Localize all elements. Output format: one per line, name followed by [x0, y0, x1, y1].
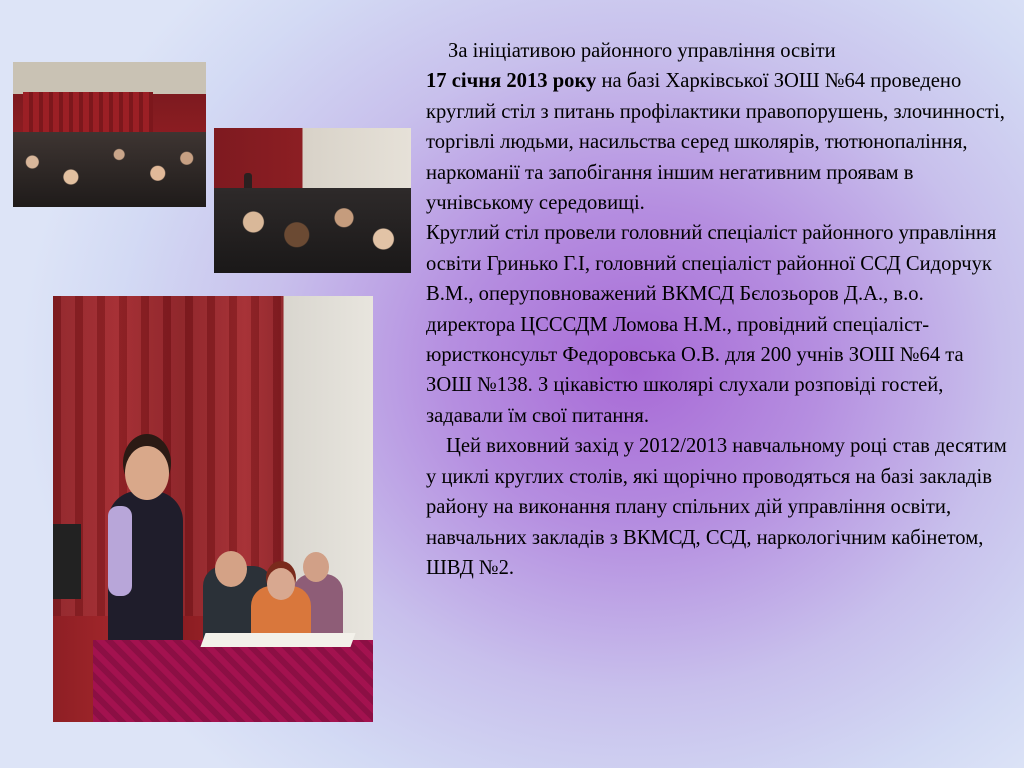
paragraph-1-lead: За ініціативою районного управління освіти: [448, 40, 836, 62]
auditorium-audience-photo: [13, 62, 206, 207]
paragraph-1-rest: на базі Харківської ЗОШ №64 проведено круглий стіл з питань профілактики правопорушень, злочинності, торгівлі людьми, насильства серед школярів, тютюнопаління, наркоманії та запобігання іншим негативним проявам в учнівському середовищі.: [426, 70, 1005, 215]
panel-member-2-head: [267, 568, 295, 600]
article-text: [426, 36, 1010, 583]
speaker-head: [125, 446, 169, 500]
panel-member-1-head: [215, 551, 247, 587]
paragraph-3: Цей виховний захід у 2012/2013 навчальному році став десятим у циклі круглих столів, які щорічно проводяться на базі закладів району на виконання плану спільних дій управління освіти, навчальних закладів з ВКМСД, ССД, наркологічним кабінетом, ШВД №2.: [426, 435, 1007, 579]
papers-on-table: [200, 633, 355, 647]
audience-closeup-photo: [214, 128, 411, 273]
loudspeaker: [53, 524, 81, 599]
paragraph-2: Круглий стіл провели головний спеціаліст районного управління освіти Гринько Г.І, головний спеціаліст районної ССД Сидорчук В.М., оперуповноважений ВКМСД Бєлозьоров Д.А., в.о. директора ЦСССДМ Ломова Н.М., провідний спеціаліст-юристконсульт Федоровська О.В. для 200 учнів ЗОШ №64 та ЗОШ №138. З цікавістю школярі слухали розповіді гостей, задавали їм свої питання.: [426, 222, 997, 427]
tablecloth-table: [93, 640, 373, 722]
speaker-arm: [108, 506, 132, 596]
speaker-at-table-photo: [53, 296, 373, 722]
panel-member-3-head: [303, 552, 329, 582]
audience-crowd: [214, 188, 411, 273]
stage-curtain: [23, 92, 153, 137]
event-date: 17 січня 2013 року: [426, 70, 597, 93]
audience-crowd: [13, 132, 206, 207]
paragraph-1: [426, 36, 1010, 218]
